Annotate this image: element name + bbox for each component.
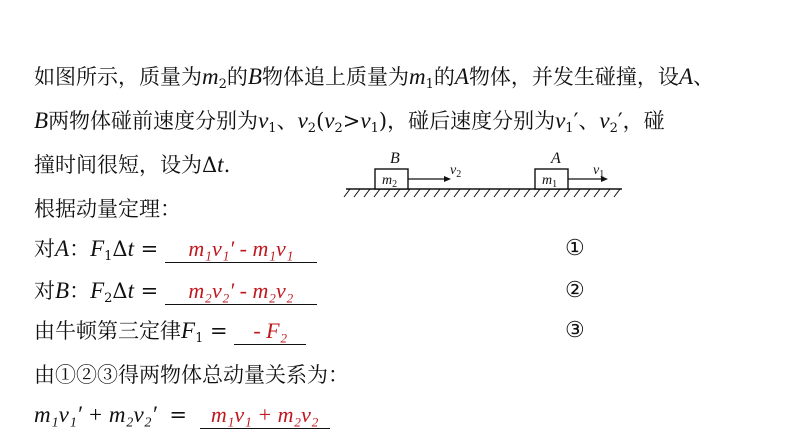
symbol-F: F — [90, 278, 105, 303]
equation-B — [34, 276, 317, 314]
symbol-m: m — [408, 64, 426, 89]
equation-number-1: ① — [565, 236, 585, 261]
block-B-label: $m_2$ — [382, 173, 398, 190]
intro-text: . — [223, 153, 231, 177]
answer-1: m₁v₁′ - m₁v₁ — [188, 236, 294, 261]
eq-text: 由牛顿第三定律 — [34, 319, 181, 343]
symbol-v: v — [360, 108, 371, 133]
subscript: 1 — [565, 121, 574, 136]
symbol-v: v — [324, 108, 335, 133]
symbol-v: v — [555, 108, 566, 133]
subscript: 2 — [307, 121, 317, 136]
subscript: 2 — [218, 77, 227, 92]
subscript: 1 — [268, 121, 277, 136]
symbol-t: t — [217, 152, 224, 177]
intro-text: ( — [316, 109, 325, 133]
symbol-v: v — [297, 108, 308, 133]
answer-2: m₂v₂′ - m₂v₂ — [188, 278, 294, 303]
subscript: 1 — [195, 331, 204, 346]
theorem-heading: 根据动量定理： — [34, 197, 181, 221]
equals-sign: = — [203, 319, 228, 343]
symbol-F: F — [181, 318, 196, 343]
symbol-A: A — [678, 64, 693, 89]
intro-line-2 — [34, 106, 665, 144]
eq-text: Δ — [112, 237, 128, 261]
eq-text: 对 — [34, 279, 55, 303]
answer-blank-1 — [165, 236, 317, 263]
subscript: 1 — [425, 77, 434, 92]
prime-mark: ′ — [573, 109, 579, 133]
symbol-F: F — [90, 236, 105, 261]
intro-text: 物体，并发生碰撞，设 — [468, 65, 679, 89]
conclusion-text: 由①②③得两物体总动量关系为： — [34, 363, 349, 387]
equation-number-2: ② — [565, 278, 585, 303]
ground-hatching — [344, 189, 620, 197]
eq-text: Δ — [112, 279, 128, 303]
symbol-v: v — [258, 108, 269, 133]
label-A: A — [551, 150, 561, 167]
symbol-v: v — [599, 108, 610, 133]
symbol-A: A — [454, 64, 469, 89]
collision-figure — [340, 143, 630, 205]
intro-text: 的 — [433, 65, 455, 89]
subscript: 2 — [334, 121, 343, 136]
subscript: 2 — [104, 291, 113, 306]
answer-4: m₁v₁ + m₂v₂ — [210, 402, 319, 427]
symbol-m: m — [202, 64, 219, 89]
symbol-t: t — [127, 236, 134, 261]
final-equation — [34, 400, 330, 430]
answer-blank-2 — [165, 278, 317, 305]
label-B: B — [390, 150, 400, 167]
intro-text: 、 — [578, 109, 600, 133]
final-lhs: m₁v₁′ + m₂v₂′ — [34, 402, 157, 427]
answer-blank-3 — [234, 318, 306, 345]
answer-3: - F₂ — [253, 318, 288, 343]
answer-blank-4 — [200, 402, 330, 429]
equals-sign: = — [169, 403, 188, 427]
symbol-t: t — [127, 278, 134, 303]
velocity-v2-label: $v_2$ — [450, 163, 462, 180]
equals-sign: = — [133, 279, 159, 303]
subscript: 1 — [104, 249, 113, 264]
velocity-v1-label: $v_1$ — [593, 163, 605, 180]
equation-A — [34, 234, 317, 272]
intro-text: ，碰 — [622, 109, 665, 133]
eq-text: ： — [69, 279, 91, 303]
prime-mark: ′ — [617, 109, 623, 133]
intro-line-1 — [34, 62, 714, 100]
subscript: 1 — [370, 121, 379, 136]
block-A-label: $m_1$ — [542, 173, 558, 190]
equals-sign: = — [133, 237, 159, 261]
equation-newton — [34, 316, 306, 354]
symbol-B: B — [247, 64, 262, 89]
intro-text: 、 — [276, 109, 298, 133]
intro-text: 撞时间很短，设为Δ — [34, 153, 218, 177]
intro-text: 的 — [226, 65, 248, 89]
eq-text: 对 — [34, 237, 55, 261]
intro-text: > — [342, 109, 361, 133]
equation-number-3: ③ — [565, 318, 585, 343]
intro-text: 两物体碰前速度分别为 — [48, 109, 259, 133]
symbol-B: B — [55, 278, 70, 303]
intro-text: 如图所示，质量为 — [34, 65, 202, 89]
symbol-A: A — [55, 236, 70, 261]
intro-text: 物体追上质量为 — [261, 65, 409, 89]
symbol-B: B — [34, 108, 49, 133]
intro-text: 、 — [693, 65, 714, 89]
eq-text: ： — [69, 237, 91, 261]
intro-line-3 — [34, 150, 230, 180]
subscript: 2 — [609, 121, 618, 136]
intro-text: )，碰后速度分别为 — [378, 109, 556, 133]
